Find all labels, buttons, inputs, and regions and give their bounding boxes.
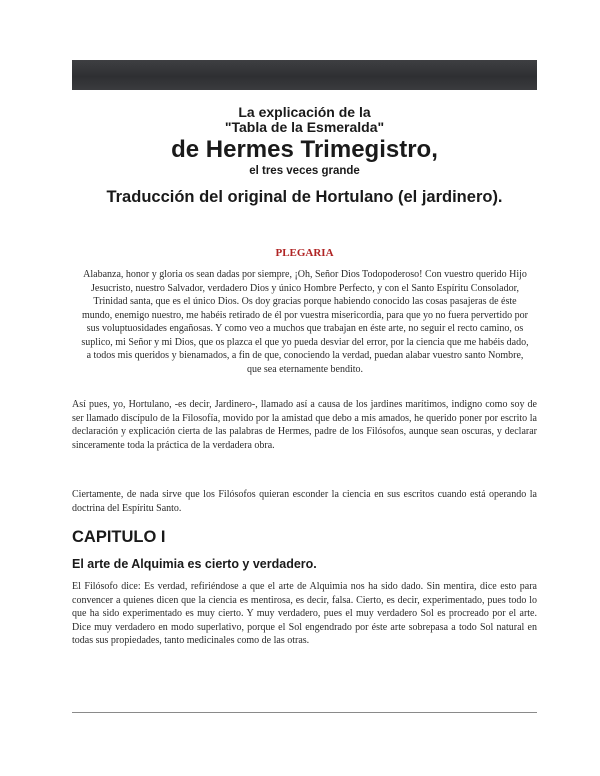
title-line-2: "Tabla de la Esmeralda": [224, 119, 385, 135]
translation-heading: Traducción del original de Hortulano (el jardinero).: [106, 188, 503, 206]
plegaria-paragraph: Alabanza, honor y gloria os sean dadas por siempre, ¡Oh, Señor Dios Todopoderoso! Con vuestro querido Hijo Jesucristo, nuestro Salvador, verdadero Dios y único Hombre Perfecto, y con el Santo Espíritu Consolador, Trinidad santa, que es el único Dios. Os doy gracias porque habiendo conocido las cosas pasajeras de éste mundo, enemigo nuestro, me habéis retirado de él por vuestra misericordia, para que yo no fuera pervertido por sus voluptuosidades engañosas. Y como veo a muchos que trabajan en éste arte, no seguir el recto camino, os suplico, mi Señor y mi Dios, que os plazca el que yo pueda desviar del error, por la ciencia que me habéis dado, a todos mis queridos y bienamados, a fin de que, conociendo la verdad, puedan alabar vuestro santo Nombre, que sea eternamente bendito.: [81, 269, 529, 375]
chapter-paragraph: El Filósofo dice: Es verdad, refiriéndose a que el arte de Alquimia nos ha sido dado. Sin mentira, dice esto para convencer a quienes dicen que la ciencia es mentirosa, es decir, falsa. Cierto, es decir, experimentado, pues todo lo que ha sido experimentado es muy cierto. Y muy verdadero, pues el muy verdadero Sol es procreado por el arte. Dice muy verdadero en modo superlativo, porque el Sol engendrado por éste arte sobrepasa a todo Sol natural en todas sus propiedades, tanto medicinales como de las otras.: [72, 581, 537, 646]
header-bar: [72, 60, 537, 90]
intro-paragraph-1: Así pues, yo, Hortulano, -es decir, Jardinero-, llamado así a causa de los jardines marítimos, indigno como soy de ser llamado discípulo de la Filosofía, movido por la amistad que debo a mis amados, he querido poner por escrito la declaración y explicación cierta de las palabras de Hermes, padre de los Filósofos, aunque sean oscuras, y declarar sinceramente toda la práctica de la verdadera obra.: [72, 399, 537, 451]
chapter-title: CAPITULO I: [72, 528, 166, 546]
document-title: de Hermes Trimegistro,: [171, 136, 438, 163]
bottom-divider: [72, 712, 537, 713]
title-subtitle: el tres veces grande: [249, 165, 360, 177]
plegaria-heading: PLEGARIA: [275, 247, 334, 259]
chapter-subtitle: El arte de Alquimia es cierto y verdadero.: [72, 557, 317, 571]
title-line-1: La explicación de la: [238, 104, 371, 120]
intro-paragraph-2: Ciertamente, de nada sirve que los Filósofos quieran esconder la ciencia en sus escritos cuando está operando la doctrina del Espíritu Santo.: [72, 489, 537, 514]
